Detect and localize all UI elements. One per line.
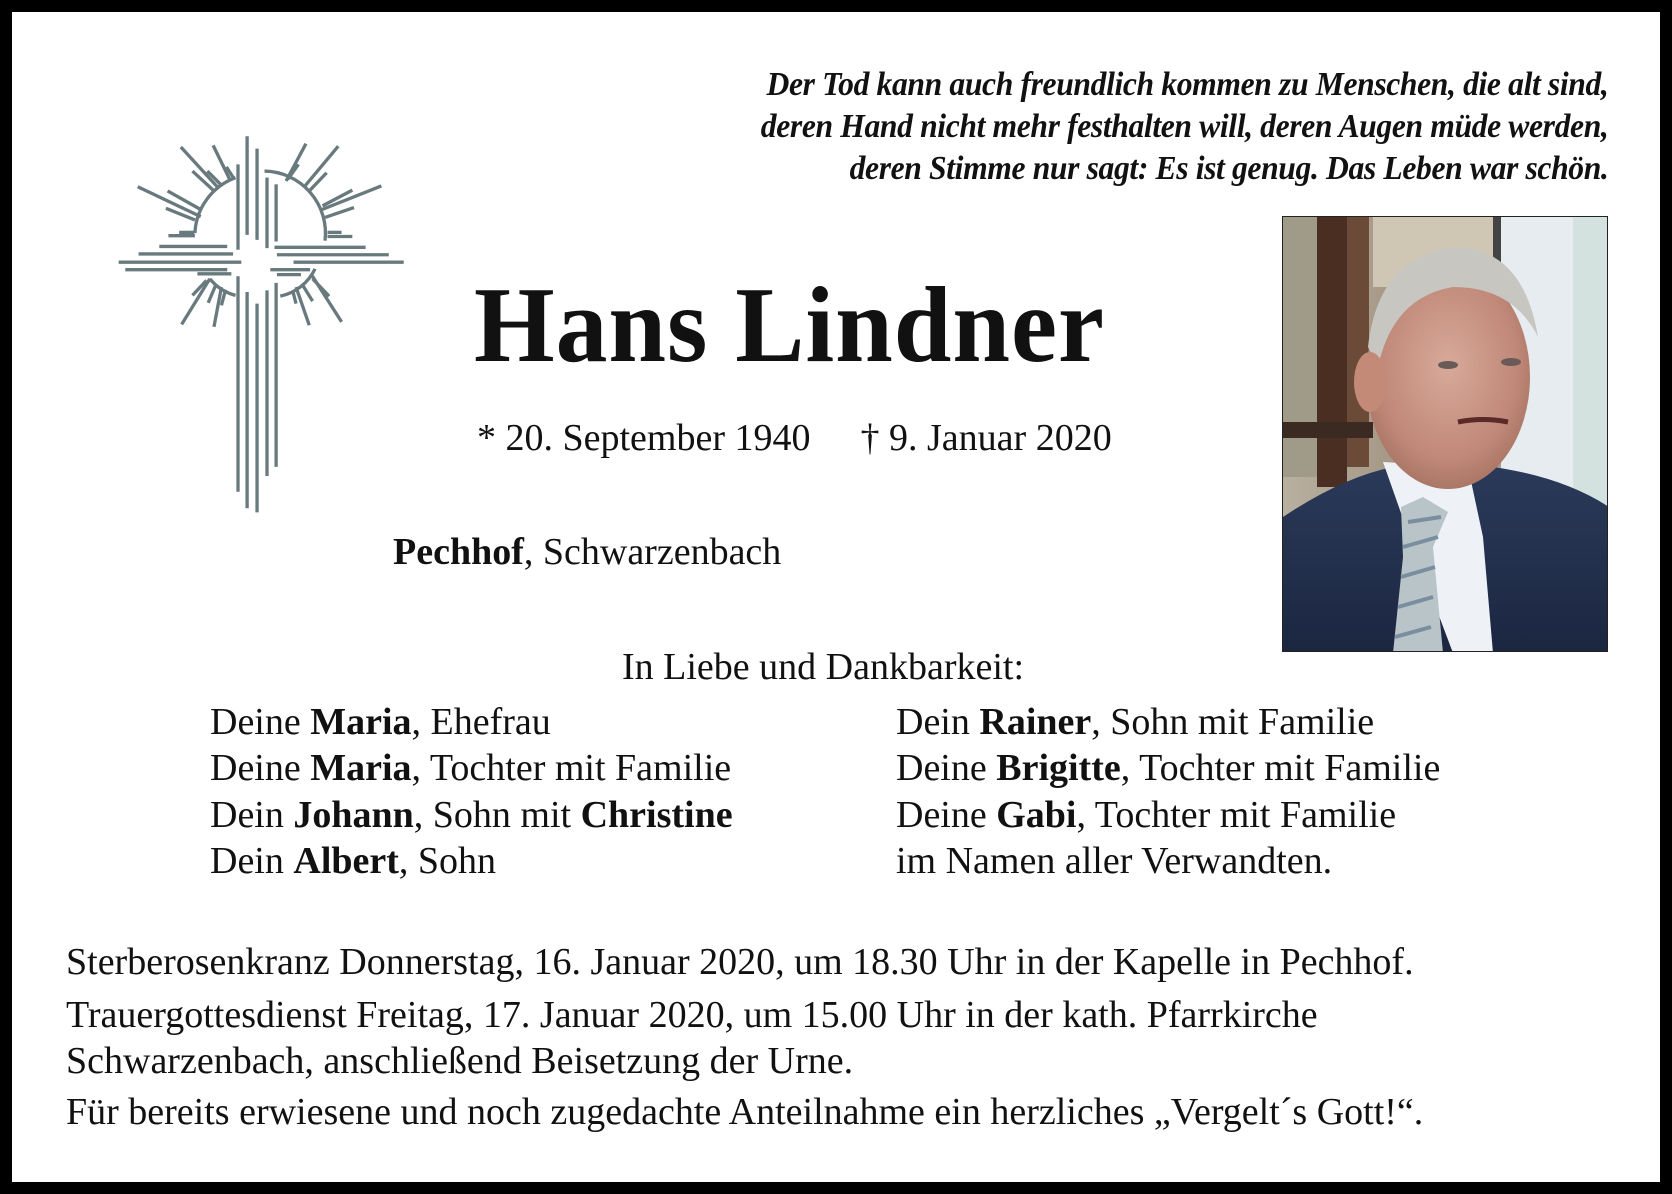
mourner-line: Deine Maria, Tochter mit Familie (210, 747, 732, 790)
thanks-line: Für bereits erwiesene und noch zugedachte Anteilnahme ein herzliches „Vergelt´s Gott!“. (66, 1091, 1424, 1133)
birth-symbol: * (477, 417, 496, 459)
residence-village: Pechhof (393, 531, 524, 573)
memorial-quote (760, 64, 1608, 190)
mourner-line: Deine Maria, Ehefrau (210, 701, 551, 743)
cross-with-sunrays-icon (64, 64, 412, 530)
quote-line-3: deren Stimme nur sagt: Es ist genug. Das Leben war schön. (849, 150, 1608, 187)
residence-town: , Schwarzenbach (523, 531, 782, 573)
mourner-line: im Namen aller Verwandten. (896, 839, 1333, 882)
mourners-left-column (210, 699, 733, 884)
life-dates (477, 419, 1112, 457)
funeral-service-line-2: Schwarzenbach, anschließend Beisetzung der Urne. (66, 1040, 854, 1082)
mourner-line: Deine Gabi, Tochter mit Familie (896, 793, 1397, 836)
portrait-photo (1282, 216, 1608, 652)
rosary-info: Sterberosenkranz Donnerstag, 16. Januar 2020, um 18.30 Uhr in der Kapelle in Pechhof. (66, 941, 1414, 983)
funeral-service-line-1: Trauergottesdienst Freitag, 17. Januar 2020, um 15.00 Uhr in der kath. Pfarrkirche (66, 994, 1318, 1036)
mourners-heading: In Liebe und Dankbarkeit: (621, 646, 1025, 688)
mourner-line: Dein Albert, Sohn (210, 839, 497, 882)
mourner-line: Deine Brigitte, Tochter mit Familie (896, 747, 1441, 790)
deceased-name: Hans Lindner (474, 266, 1105, 385)
mourners-right-column (896, 699, 1440, 884)
mourner-line: Dein Rainer, Sohn mit Familie (896, 701, 1375, 743)
residence (393, 533, 781, 571)
mourner-line: Dein Johann, Sohn mit Christine (210, 793, 733, 836)
birth-date: 20. September 1940 (505, 417, 811, 459)
death-dagger-icon: † (860, 417, 880, 459)
quote-line-2: deren Hand nicht mehr festhalten will, deren Augen müde werden, (760, 108, 1608, 145)
death-date: 9. Januar 2020 (889, 417, 1112, 459)
service-info (66, 943, 1423, 1131)
quote-line-1: Der Tod kann auch freundlich kommen zu Menschen, die alt sind, (766, 66, 1608, 103)
